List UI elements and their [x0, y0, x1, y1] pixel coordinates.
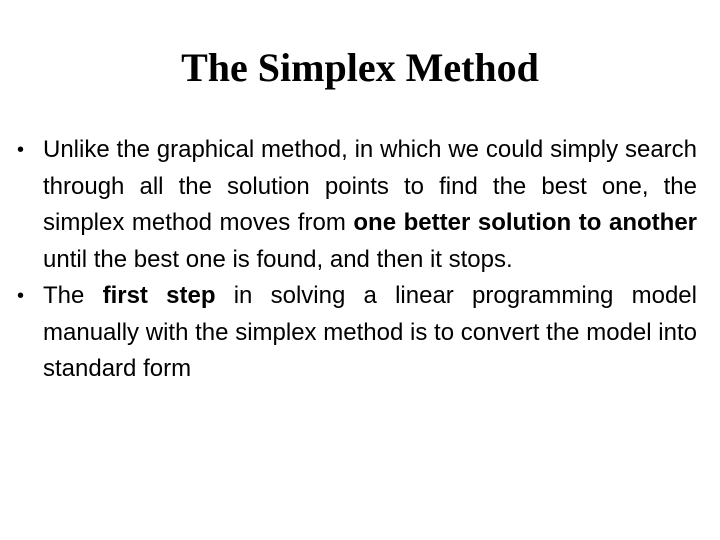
bullet-item	[17, 132, 697, 278]
bullet-list	[17, 132, 697, 388]
bullet-marker: •	[17, 139, 25, 161]
bullet-text: The	[43, 282, 103, 309]
bullet-marker: •	[17, 285, 25, 307]
bullet-item	[17, 278, 697, 388]
bullet-text: in solving a linear programming model manually with the simplex method is to convert the model into standard form	[43, 282, 697, 382]
bullet-emphasis: first step	[102, 282, 216, 309]
bullet-emphasis: one better solution to another	[353, 209, 698, 236]
bullet-text: until the best one is found, and then it stops.	[43, 245, 513, 273]
slide-title: The Simplex Method	[181, 45, 539, 90]
bullet-text: Unlike the graphical method, in which we could simply search through all the solution points to find the best one, the simplex method moves from	[43, 136, 697, 236]
